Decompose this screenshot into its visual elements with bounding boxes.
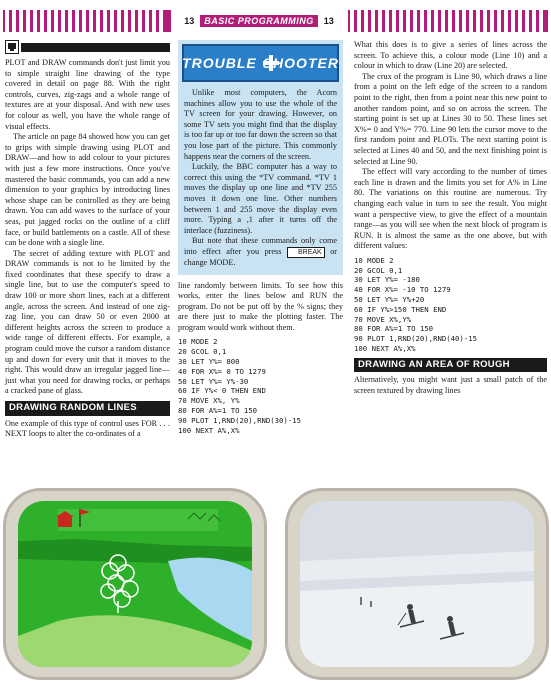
troubleshooter-text-a: But note that these commands only come into effect after you press <box>184 236 337 256</box>
code-line: 10 MODE 2 <box>178 337 218 347</box>
code-line: 40 FOR X%= -10 TO 1279 <box>354 285 451 295</box>
page-title: BASIC PROGRAMMING <box>200 15 318 27</box>
code-line: 80 FOR A%=1 TO 150 <box>354 324 434 334</box>
golf-course-illustration <box>18 501 252 667</box>
code-line: 20 GCOL 0,1 <box>178 347 227 357</box>
code-line: 90 PLOT 1,RND(20),RND(40)-15 <box>354 334 478 344</box>
house-icon <box>58 517 72 527</box>
intro-paragraph-3: The secret of adding texture with PLOT and DRAW commands is not to be limited by the fixed coordinates that these specify to draw a single line, but to use the computer's speed to draw 100 or more short lines, each at a different angle, across the screen. And instead of one zig-zag line, you can draw 50 or even 2000 at different heights across the screen to produce a wide range of different effects. For example, a program could move the cursor a random distance up and down for every unit that it moves to the right. This would draw an irregular jagged line—just what you need for drawing rocks, or perhaps a cracked pane of glass. <box>5 248 170 396</box>
code-line: 20 GCOL 0,1 <box>354 265 403 275</box>
section-heading-random-lines: DRAWING RANDOM LINES <box>5 401 170 416</box>
page-number-right: 13 <box>323 16 334 26</box>
code-line: 60 IF Y%< 0 THEN END <box>178 386 266 396</box>
tv-screen-ski <box>285 488 549 680</box>
monitor-icon <box>5 40 19 54</box>
code-line: 90 PLOT 1,RND(20),RND(30)-15 <box>178 415 302 425</box>
column-three-paragraph-1: What this does is to give a series of lines across the screen. To achieve this, a colour mode (Line 10) and a colour in which to draw (Line 20) are selected. <box>354 40 547 71</box>
code-listing-1 <box>178 337 343 435</box>
tv-screen-golf <box>3 488 267 680</box>
page-header <box>0 0 551 34</box>
section-icon-bar <box>5 40 170 54</box>
code-line: 70 MOVE X%,Y% <box>354 314 412 324</box>
intro-paragraph-1: PLOT and DRAW commands don't just limit you to simple straight line drawing of the type covered in detail on page 88. With the right controls, curves, zig-zags and a whole range of textures are at your disposal. And with new uses for colour as well, you have the whole range of visual effects. <box>5 58 170 131</box>
code-listing-2 <box>354 256 547 354</box>
code-line: 10 MODE 2 <box>354 255 394 265</box>
troubleshooter-box <box>178 40 343 275</box>
icon-bar-rule <box>21 43 170 52</box>
logo-text-left: TROUBLE <box>182 54 257 71</box>
column-two-body: line randomly between limits. To see how this works, enter the lines below and RUN the program. Do not be put off by the % signs; they are there just to make the plotting faster. The program would work without them. <box>178 280 343 332</box>
column-two <box>178 40 343 439</box>
logo-text-right: SHOOTER <box>262 54 339 71</box>
code-line: 60 IF Y%>150 THEN END <box>354 304 447 314</box>
column-three-paragraph-2: The crux of the program is Line 90, which draws a line from a point on the left edge of the screen to a random point to the right, then from a point near this new point to another random point, and so on across the screen. The starting point is set up at Lines 30 to 50. These lines set X%= 0 and Y%= 770. Line 90 lets the cursor move to the first random point and PLOTs. The next starting point is selected at Lines 40 and 50, and the next finishing point is selected at Line 90. <box>354 71 547 166</box>
random-lines-text: One example of this type of control uses FOR . . . NEXT loops to alter the co-ordinates of a <box>5 418 170 439</box>
header-title-group <box>175 12 343 30</box>
area-of-rough-text: Alternatively, you might want just a small patch of the screen textured by drawing lines <box>354 375 547 396</box>
column-three <box>354 40 547 397</box>
code-line: 80 FOR A%=1 TO 150 <box>178 406 258 416</box>
troubleshooter-paragraph-3 <box>184 236 337 268</box>
code-line: 40 FOR X%= 0 TO 1279 <box>178 366 266 376</box>
code-line: 70 MOVE X%, Y% <box>178 396 240 406</box>
column-one <box>5 40 170 440</box>
code-line: 50 LET Y%= Y%-30 <box>178 376 249 386</box>
header-stripes-left <box>3 10 171 32</box>
break-key: BREAK <box>287 247 325 258</box>
code-line: 30 LET Y%= -180 <box>354 275 420 285</box>
code-line: 100 NEXT A%,X% <box>354 344 416 354</box>
troubleshooter-paragraph-1: Unlike most computers, the Acorn machines allow you to use the whole of the TV screen for your drawing. However, on some TV sets you might find that the display is too far up or too far down the screen so that you lose part of the picture. This commonly happens near the corners of the screen. <box>184 88 337 161</box>
header-stripes-right <box>348 10 548 32</box>
troubleshooter-text-b: or change MODE. <box>184 246 338 267</box>
intro-paragraph-2: The article on page 84 showed how you can get to grips with simple drawing using PLOT and DRAW—and how to add colour to your pictures with just a few more instructions. Once you've mastered the basic commands, you can add a new dimension to your graphics by introducing lines whose shape can be controlled as they are being drawn. You can add waves to the surface of your seas, put jagged rocks on the outline of a cliff face, or build battlements on a castle. All of these can be done with a single line. <box>5 132 170 248</box>
troubleshooter-logo <box>182 44 339 82</box>
code-line: 100 NEXT A%,X% <box>178 425 240 435</box>
ski-slope-illustration <box>300 501 534 667</box>
section-heading-area-of-rough: DRAWING AN AREA OF ROUGH <box>354 358 547 373</box>
code-line: 50 LET Y%= Y%+20 <box>354 295 425 305</box>
troubleshooter-paragraph-2: Luckily, the BBC computer has a way to correct this using the *TV command. *TV 1 moves the display up one line and *TV 255 moves it down one line. Other numbers between 1 and 255 move the display even more. Typing a ,1 after it turns off the interlace (fuzziness). <box>184 162 337 235</box>
page-number-left: 13 <box>184 16 195 26</box>
code-line: 30 LET Y%= 800 <box>178 357 240 367</box>
column-three-paragraph-3: The effect will vary according to the number of times each line is drawn and the limits you set for A% in Line 80. The variations on this routine are numerous. Try changing each value in turn to see the result. You might want a perspective view, to give the effect of a mountain range—as you will see when the next block of program is RUN. It is almost the same as the one above, but with different values: <box>354 167 547 251</box>
